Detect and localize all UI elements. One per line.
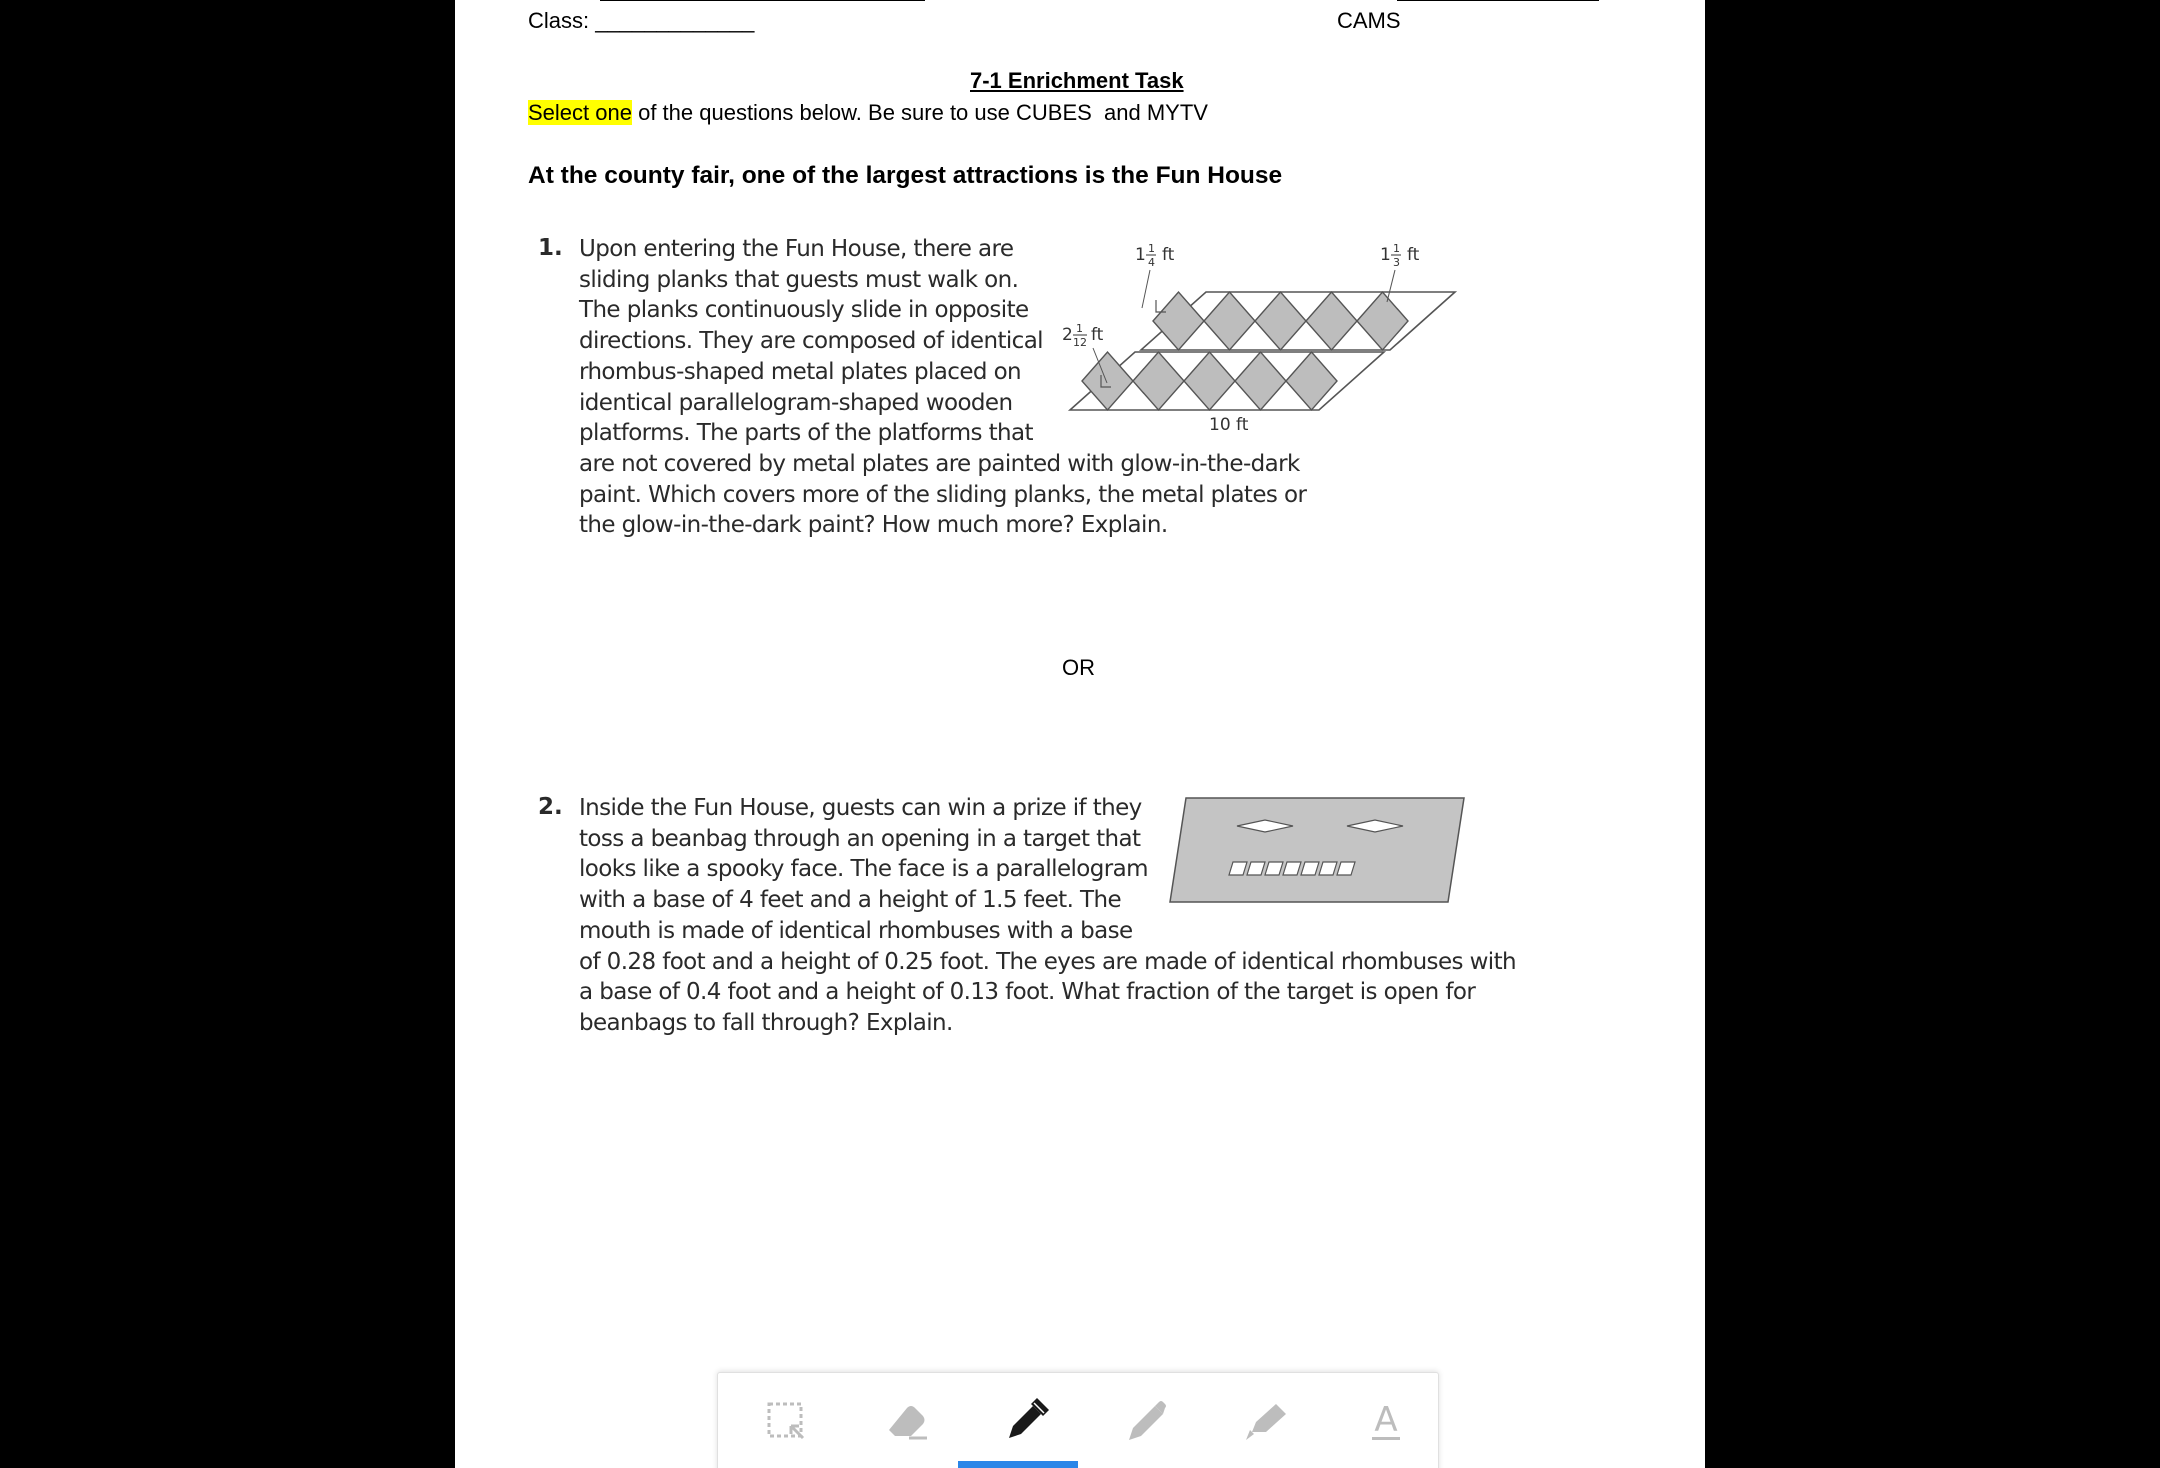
or-separator: OR	[1062, 655, 1095, 680]
svg-text:2: 2	[1062, 325, 1073, 345]
section-heading: At the county fair, one of the largest attractions is the Fun House	[528, 162, 1283, 189]
svg-text:4: 4	[1148, 256, 1155, 269]
highlighter-icon	[1242, 1398, 1290, 1444]
svg-text:ft: ft	[1162, 245, 1175, 265]
text-tool-button[interactable]	[1356, 1391, 1416, 1451]
q2-line: toss a beanbag through an opening in a target that	[579, 825, 1141, 852]
school-label: CAMS	[1337, 8, 1401, 33]
bottom-plank	[1070, 352, 1384, 410]
svg-text:ft: ft	[1407, 245, 1420, 265]
eraser-tool-button[interactable]	[876, 1391, 936, 1451]
svg-text:ft: ft	[1091, 325, 1104, 345]
pen-tool-button[interactable]	[996, 1391, 1056, 1451]
class-label: Class: _____________	[528, 8, 755, 33]
svg-text:1: 1	[1135, 245, 1146, 265]
q1-line: are not covered by metal plates are painted with glow-in-the-dark	[579, 450, 1300, 477]
annotation-toolbar	[717, 1372, 1439, 1468]
q1-line: the glow-in-the-dark paint? How much more? Explain.	[579, 512, 1168, 539]
date-blank-line	[1397, 0, 1599, 1]
q2-line: of 0.28 foot and a height of 0.25 foot. The eyes are made of identical rhombuses with	[579, 948, 1516, 975]
q2-line: beanbags to fall through? Explain.	[579, 1009, 953, 1036]
marker-icon	[1123, 1398, 1169, 1444]
q1-line: rhombus-shaped metal plates placed on	[579, 358, 1022, 385]
q1-line: Upon entering the Fun House, there are	[579, 236, 1014, 262]
q2-line: with a base of 4 feet and a height of 1.5 feet. The	[579, 887, 1121, 914]
q1-line: directions. They are composed of identical	[579, 328, 1043, 355]
q2-line: a base of 0.4 foot and a height of 0.13 foot. What fraction of the target is open for	[579, 979, 1476, 1006]
q1-line: paint. Which covers more of the sliding planks, the metal plates or	[579, 481, 1307, 508]
q2-line: Inside the Fun House, guests can win a prize if they	[579, 795, 1142, 821]
svg-text:3: 3	[1393, 256, 1400, 269]
document-page	[455, 0, 1705, 1468]
marker-tool-button[interactable]	[1116, 1391, 1176, 1451]
eraser-icon	[883, 1400, 929, 1442]
target-face	[1170, 798, 1464, 902]
top-plank	[1141, 292, 1455, 350]
label-one-quarter-ft	[1135, 242, 1175, 308]
q2-line: looks like a spooky face. The face is a parallelogram	[579, 856, 1148, 883]
svg-text:1: 1	[1076, 322, 1083, 335]
name-blank-line	[600, 0, 925, 1]
q1-line: platforms. The parts of the platforms that	[579, 420, 1033, 447]
q2-number: 2.	[538, 794, 563, 820]
spooky-face-target-figure	[1167, 792, 1467, 904]
pen-icon	[1003, 1398, 1049, 1444]
svg-text:1: 1	[1148, 242, 1155, 255]
select-tool-button[interactable]	[756, 1391, 816, 1451]
q2-line: mouth is made of identical rhombuses with a base	[579, 917, 1133, 944]
active-tool-indicator	[958, 1461, 1078, 1468]
q1-number: 1.	[538, 235, 563, 261]
highlighter-tool-button[interactable]	[1236, 1391, 1296, 1451]
svg-text:1: 1	[1393, 242, 1400, 255]
label-base-10ft: 10 ft	[1209, 415, 1249, 435]
sliding-planks-figure	[1035, 230, 1555, 450]
instruction: Select one of the questions below. Be sure to use CUBES and MYTV	[528, 100, 1208, 125]
marquee-select-icon	[765, 1400, 807, 1442]
q1-line: identical parallelogram-shaped wooden	[579, 389, 1013, 416]
task-title: 7-1 Enrichment Task	[970, 68, 1184, 93]
svg-text:12: 12	[1073, 336, 1087, 349]
instruction-highlight: Select one	[528, 100, 632, 125]
q1-line: sliding planks that guests must walk on.	[579, 266, 1019, 293]
q1-line: The planks continuously slide in opposite	[579, 297, 1029, 324]
svg-text:1: 1	[1380, 245, 1391, 265]
text-icon: A	[1374, 1399, 1398, 1440]
class-blank: _____________	[595, 8, 755, 33]
